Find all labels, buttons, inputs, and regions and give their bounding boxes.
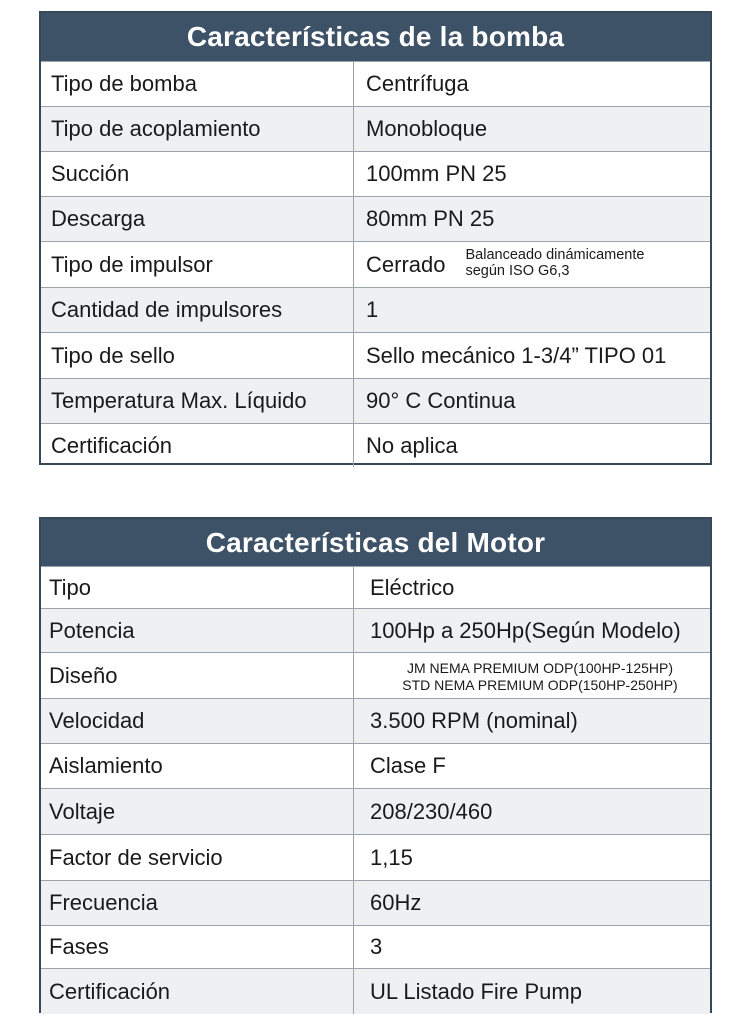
pump-characteristics-table xyxy=(39,11,712,465)
table-row xyxy=(41,196,710,241)
row-value: 100Hp a 250Hp(Según Modelo) xyxy=(370,617,681,643)
table-row xyxy=(41,287,710,332)
row-value: 1 xyxy=(366,297,379,322)
row-value: Sello mecánico 1-3/4” TIPO 01 xyxy=(366,342,667,368)
row-label: Tipo xyxy=(41,567,354,608)
table-row xyxy=(41,332,710,378)
motor-characteristics-table xyxy=(39,517,712,1013)
table-row xyxy=(41,378,710,423)
row-value xyxy=(354,653,710,698)
row-label: Succión xyxy=(41,152,354,196)
row-label: Aislamiento xyxy=(41,744,354,788)
pump-table-title: Características de la bomba xyxy=(41,13,710,61)
row-value: Clase F xyxy=(370,753,446,778)
row-label: Tipo de acoplamiento xyxy=(41,107,354,151)
row-label: Potencia xyxy=(41,609,354,652)
row-label: Velocidad xyxy=(41,699,354,743)
motor-table-title: Características del Motor xyxy=(41,519,710,566)
row-label: Frecuencia xyxy=(41,881,354,925)
row-label: Fases xyxy=(41,926,354,968)
note-line-1: Balanceado dinámicamente xyxy=(465,246,645,263)
design-line-2: STD NEMA PREMIUM ODP(150HP-250HP) xyxy=(402,676,678,693)
row-label: Descarga xyxy=(41,197,354,241)
row-label: Certificación xyxy=(41,969,354,1014)
table-row xyxy=(41,566,710,608)
table-row xyxy=(41,968,710,1014)
row-label: Diseño xyxy=(41,653,354,698)
table-row xyxy=(41,608,710,652)
row-value xyxy=(354,242,710,287)
table-row xyxy=(41,698,710,743)
row-label: Temperatura Max. Líquido xyxy=(41,379,354,423)
row-label: Tipo de sello xyxy=(41,333,354,378)
row-value: 90° C Continua xyxy=(366,388,516,413)
table-row xyxy=(41,106,710,151)
impeller-type-value: Cerrado xyxy=(366,251,446,277)
row-label: Tipo de impulsor xyxy=(41,242,354,287)
row-value: 1,15 xyxy=(370,844,413,870)
row-label: Certificación xyxy=(41,424,354,467)
row-label: Cantidad de impulsores xyxy=(41,288,354,332)
table-row xyxy=(41,151,710,196)
note-line-2: según ISO G6,3 xyxy=(465,262,570,279)
row-value: 3 xyxy=(370,934,383,959)
table-row xyxy=(41,61,710,106)
row-value: 100mm PN 25 xyxy=(366,161,507,186)
row-value: 80mm PN 25 xyxy=(366,206,495,231)
table-row xyxy=(41,880,710,925)
table-row xyxy=(41,788,710,834)
table-row xyxy=(41,743,710,788)
row-value: Eléctrico xyxy=(370,574,455,600)
row-value: UL Listado Fire Pump xyxy=(370,978,582,1004)
row-value: 60Hz xyxy=(370,890,422,915)
row-label: Factor de servicio xyxy=(41,835,354,880)
table-row xyxy=(41,925,710,968)
table-row xyxy=(41,652,710,698)
table-row xyxy=(41,834,710,880)
row-label: Voltaje xyxy=(41,789,354,834)
impeller-balance-note xyxy=(465,247,644,279)
table-row xyxy=(41,241,710,287)
row-value: Centrífuga xyxy=(366,71,469,96)
row-value: 208/230/460 xyxy=(370,798,493,824)
row-value: Monobloque xyxy=(366,116,488,141)
row-value: 3.500 RPM (nominal) xyxy=(370,708,578,733)
row-label: Tipo de bomba xyxy=(41,62,354,106)
row-value: No aplica xyxy=(366,432,458,458)
table-row xyxy=(41,423,710,467)
design-line-1: JM NEMA PREMIUM ODP(100HP-125HP) xyxy=(406,659,674,676)
